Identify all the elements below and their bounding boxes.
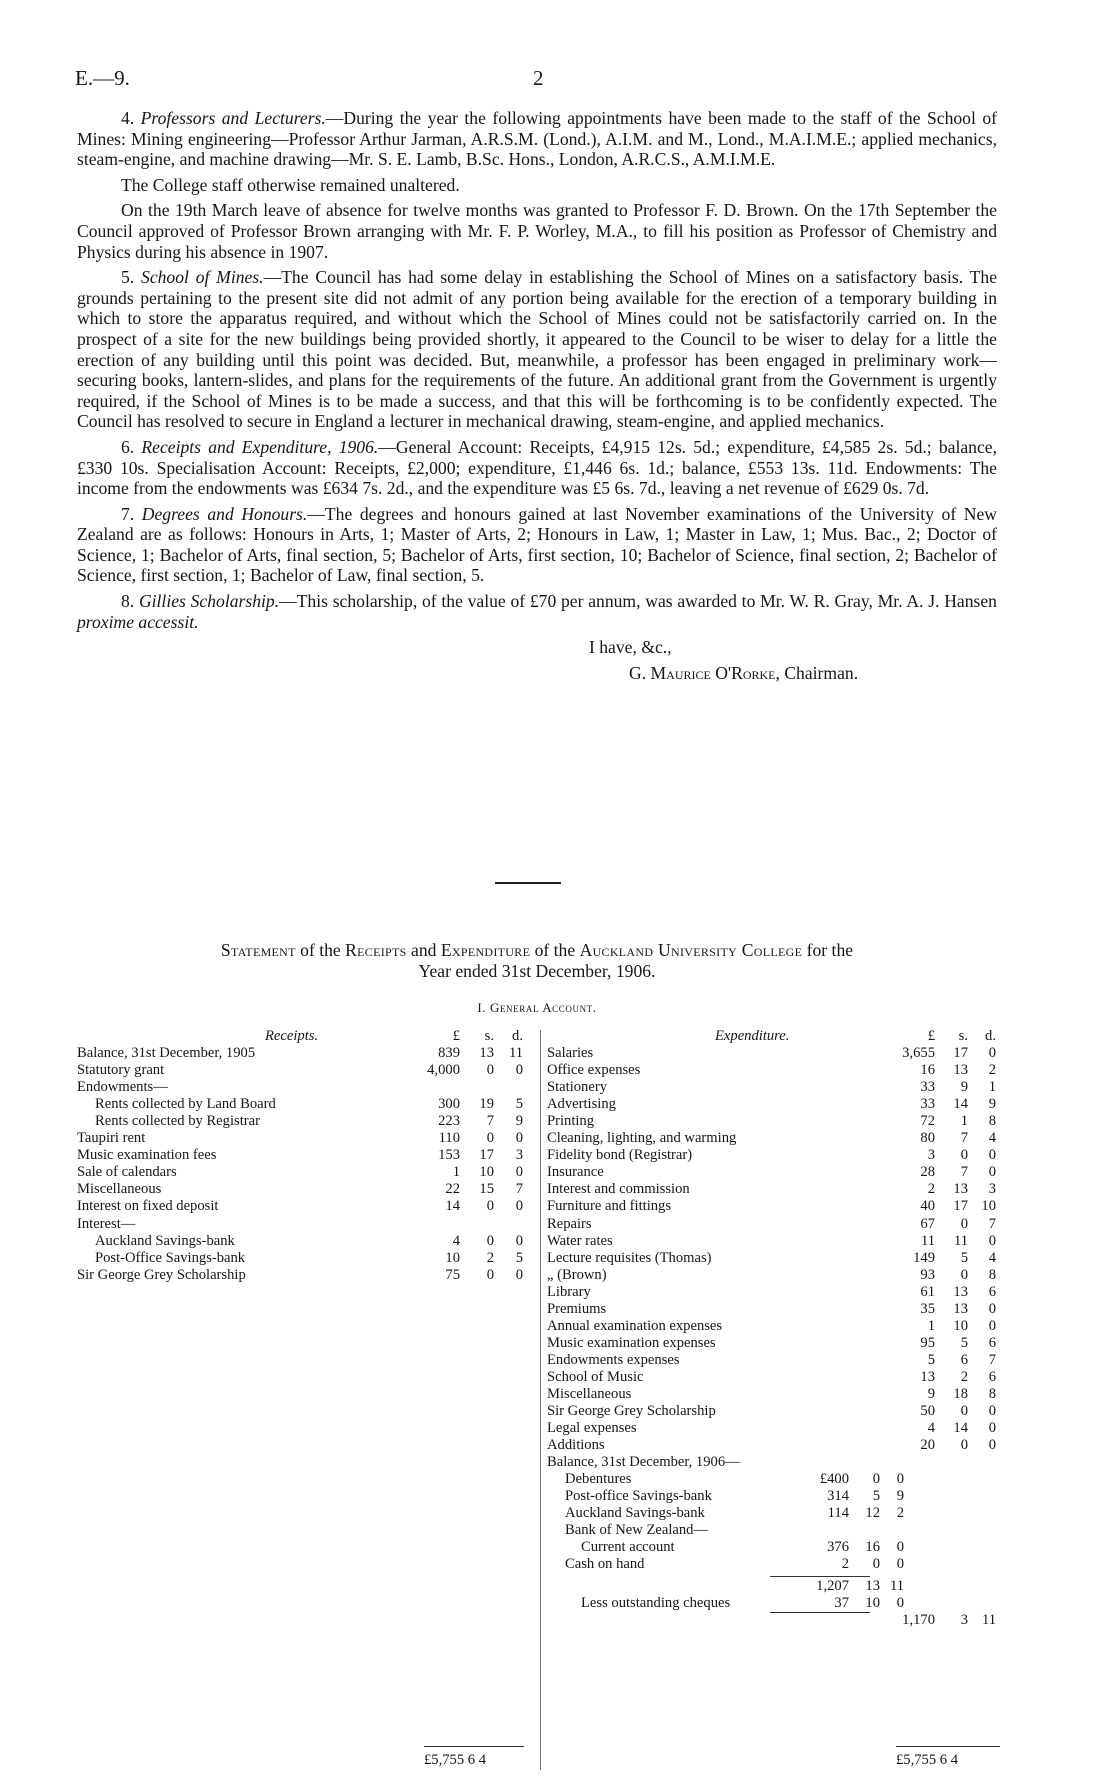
row-label: Printing	[547, 1113, 595, 1130]
amount-d: 9	[896, 1488, 904, 1505]
amount-l: 110	[438, 1130, 460, 1147]
row-label: Music examination expenses	[547, 1334, 716, 1351]
table-row	[77, 1079, 537, 1096]
expenditure-total-rule	[896, 1746, 1000, 1747]
balance-row	[547, 1471, 1002, 1488]
amount-s: 0	[960, 1266, 968, 1283]
amount-d: 0	[988, 1437, 996, 1454]
table-row	[547, 1420, 1002, 1437]
amount-d: 0	[988, 1045, 996, 1062]
amount-d: 4	[988, 1130, 996, 1147]
amount-d: 8	[988, 1385, 996, 1402]
amount-l: 300	[438, 1096, 460, 1113]
amount-s: 0	[872, 1556, 880, 1573]
row-label: „ (Brown)	[547, 1266, 607, 1283]
amount-s: 0	[960, 1215, 968, 1232]
amount-l: 67	[920, 1215, 935, 1232]
amount-l: 4	[927, 1420, 935, 1437]
amount-s: 13	[479, 1045, 494, 1062]
amount-s: 2	[960, 1368, 968, 1385]
table-row	[547, 1403, 1002, 1420]
amount-l: 4	[452, 1232, 460, 1249]
amount-d: 0	[988, 1403, 996, 1420]
net-d: 11	[981, 1611, 996, 1628]
report-reference: E.—9.	[75, 66, 130, 90]
amount-d: 0	[896, 1556, 904, 1573]
net-l: 1,170	[902, 1611, 935, 1628]
paragraph-4-title: Professors and Lecturers.	[140, 108, 326, 128]
amount-l: 1	[927, 1317, 935, 1334]
paragraph-6: 6. Receipts and Expenditure, 1906.—General Account: Receipts, £4,915 12s. 5d.; expenditure, £4,585 2s. 5d.; balance, £330 10s. Specialisation Account: Receipts, £2,000; expenditure, £1,446 6s. 1d.; balance, £553 13s. 11d. Endowments: The income from the endowments was £634 7s. 2d., and the expenditure was £5 6s. 7d., leaving a net revenue of £629 0s. 7d.	[77, 436, 997, 499]
table-row	[547, 1369, 1002, 1386]
paragraph-8-title: Gillies Scholarship.	[138, 591, 280, 612]
amount-d: 3	[988, 1181, 996, 1198]
less-row	[547, 1595, 1002, 1612]
amount-d: 0	[515, 1198, 523, 1215]
amount-d: 7	[515, 1181, 523, 1198]
table-row	[547, 1301, 1002, 1318]
table-row	[77, 1267, 537, 1284]
amount-l: 20	[920, 1437, 935, 1454]
balance-row	[547, 1522, 1002, 1539]
table-row	[547, 1352, 1002, 1369]
amount-s: 9	[960, 1079, 968, 1096]
less-label: Less outstanding cheques	[581, 1594, 731, 1611]
table-row	[77, 1062, 537, 1079]
row-label: Interest—	[77, 1215, 136, 1232]
row-label: Balance, 31st December, 1905	[77, 1045, 256, 1062]
net-s: 3	[960, 1611, 968, 1628]
row-label: Insurance	[547, 1164, 604, 1181]
table-row	[547, 1062, 1002, 1079]
amount-s: 7	[960, 1130, 968, 1147]
balance-heading: Balance, 31st December, 1906—	[547, 1454, 740, 1471]
amount-l: 35	[920, 1300, 935, 1317]
row-label: Bank of New Zealand—	[565, 1522, 709, 1539]
balance-row	[547, 1505, 1002, 1522]
amount-s: 0	[486, 1266, 494, 1283]
table-row	[77, 1250, 537, 1267]
balance-row	[547, 1556, 1002, 1573]
table-row	[77, 1181, 537, 1198]
row-label: Advertising	[547, 1096, 616, 1113]
table-row	[77, 1233, 537, 1250]
amount-d: 3	[515, 1147, 523, 1164]
balance-row	[547, 1488, 1002, 1505]
paragraph-4: 4. Professors and Lecturers.—During the year the following appointments have been made to the staff of the School of Mines: Mining engineering—Professor Arthur Jarman, A.R.S.M. (Lond.), A.I.M. and M., Lond., M.A.I.M.E.; applied mechanics, steam-engine, and machine drawing—Mr. S. E. Lamb, B.Sc. Hons., London, A.R.C.S., A.M.I.M.E.	[77, 108, 997, 170]
page-number: 2	[533, 66, 544, 90]
signature-line: G. Maurice O'Rorke, Chairman.	[629, 662, 859, 683]
amount-l: 5	[927, 1351, 935, 1368]
amount-l: 314	[827, 1488, 849, 1505]
amount-s: 0	[960, 1147, 968, 1164]
row-label: Sale of calendars	[77, 1164, 177, 1181]
amount-l: 13	[920, 1368, 935, 1385]
paragraph-6-title: Receipts and Expenditure, 1906.	[141, 436, 379, 457]
amount-s: 5	[960, 1334, 968, 1351]
paragraph-5-title: School of Mines.	[141, 267, 264, 288]
amount-s: 1	[960, 1113, 968, 1130]
receipts-heading-row: Receipts. £ s. d.	[265, 1028, 523, 1044]
amount-l: 33	[920, 1096, 935, 1113]
row-label: Music examination fees	[77, 1147, 217, 1164]
amount-l: 80	[920, 1130, 935, 1147]
row-label: Annual examination expenses	[547, 1317, 723, 1334]
row-label: Auckland Savings-bank	[95, 1232, 235, 1249]
amount-s: 0	[486, 1062, 494, 1079]
row-label: Legal expenses	[547, 1420, 637, 1437]
amount-d: 8	[988, 1113, 996, 1130]
amount-s: 10	[953, 1317, 968, 1334]
amount-d: 0	[988, 1300, 996, 1317]
table-row	[77, 1147, 537, 1164]
amount-d: 4	[988, 1249, 996, 1266]
amount-d: 0	[515, 1232, 523, 1249]
row-label: Library	[547, 1283, 591, 1300]
table-row	[547, 1130, 1002, 1147]
less-s: 10	[865, 1594, 880, 1611]
row-label: Endowments expenses	[547, 1351, 680, 1368]
row-label: Rents collected by Land Board	[95, 1096, 276, 1113]
amount-s: 5	[960, 1249, 968, 1266]
row-label: Repairs	[547, 1215, 592, 1232]
amount-l: 2	[841, 1556, 849, 1573]
less-d: 0	[896, 1594, 904, 1611]
amount-d: 0	[988, 1420, 996, 1437]
amount-d: 2	[896, 1505, 904, 1522]
amount-d: 10	[981, 1198, 996, 1215]
amount-l: 10	[445, 1249, 460, 1266]
amount-l: 4,000	[427, 1062, 460, 1079]
receipts-total: £5,755 6 4	[424, 1752, 487, 1768]
amount-d: 0	[515, 1266, 523, 1283]
amount-l: 28	[920, 1164, 935, 1181]
amount-l: 61	[920, 1283, 935, 1300]
amount-l: 149	[913, 1249, 935, 1266]
amount-l: 40	[920, 1198, 935, 1215]
subtotal-row	[547, 1578, 1002, 1595]
amount-s: 7	[486, 1113, 494, 1130]
subtotal-d: 11	[889, 1577, 904, 1594]
table-row	[547, 1216, 1002, 1233]
row-label: School of Music	[547, 1368, 644, 1385]
amount-d: 6	[988, 1368, 996, 1385]
amount-d: 0	[988, 1232, 996, 1249]
row-label: Additions	[547, 1437, 605, 1454]
amount-l: 50	[920, 1403, 935, 1420]
subtotal-rule	[770, 1576, 870, 1577]
amount-l: 33	[920, 1079, 935, 1096]
row-label: Rents collected by Registrar	[95, 1113, 260, 1130]
amount-l: 14	[445, 1198, 460, 1215]
amount-s: 2	[486, 1249, 494, 1266]
row-label: Furniture and fittings	[547, 1198, 672, 1215]
table-row	[77, 1096, 537, 1113]
amount-s: 19	[479, 1096, 494, 1113]
amount-d: 9	[515, 1113, 523, 1130]
amount-d: 11	[508, 1045, 523, 1062]
amount-s: 14	[953, 1420, 968, 1437]
amount-s: 0	[486, 1198, 494, 1215]
amount-d: 7	[988, 1215, 996, 1232]
receipts-total-rule	[424, 1746, 524, 1747]
amount-s: 17	[953, 1045, 968, 1062]
table-row	[77, 1045, 537, 1062]
table-row	[547, 1113, 1002, 1130]
amount-s: 12	[865, 1505, 880, 1522]
row-label: Stationery	[547, 1079, 607, 1096]
amount-l: 153	[438, 1147, 460, 1164]
amount-s: 13	[953, 1283, 968, 1300]
amount-l: 22	[445, 1181, 460, 1198]
row-label: Interest and commission	[547, 1181, 690, 1198]
paragraph-4b: The College staff otherwise remained unaltered.	[121, 174, 460, 195]
paragraph-5: 5. School of Mines.—The Council has had some delay in establishing the School of Mines on a satisfactory basis. The grounds pertaining to the present site did not admit of any portion being available for the erection of a temporary building in which to store the apparatus required, and without which the School of Mines could not be satisfactorily carried on. In the prospect of a site for the new buildings being provided shortly, it appeared to the Council to be wiser to delay for a little the erection of any building until this point was decided. But, meanwhile, a professor has been engaged in preliminary work—securing books, lantern-slides, and plans for the requirements of the future. An additional grant from the Government is urgently required, if the School of Mines is to be made a success, and that this will be forthcoming is to be confidently expected. The Council has resolved to secure in England a lecturer in mechanical drawing, steam-engine, and applied mechanics.	[77, 267, 998, 432]
amount-d: 7	[988, 1351, 996, 1368]
amount-d: 6	[988, 1334, 996, 1351]
row-label: Endowments—	[77, 1079, 168, 1096]
amount-l: 223	[438, 1113, 460, 1130]
table-row	[547, 1318, 1002, 1335]
amount-d: 8	[988, 1266, 996, 1283]
amount-s: 15	[479, 1181, 494, 1198]
amount-s: 17	[479, 1147, 494, 1164]
subtotal-s: 13	[865, 1577, 880, 1594]
amount-l: 11	[920, 1232, 935, 1249]
report-body	[77, 108, 997, 688]
amount-l: 1	[452, 1164, 460, 1181]
table-row	[547, 1335, 1002, 1352]
expenditure-column	[547, 1028, 1002, 1629]
amount-l: 95	[920, 1334, 935, 1351]
table-row	[547, 1198, 1002, 1215]
amount-l: 839	[438, 1045, 460, 1062]
row-label: Cash on hand	[565, 1556, 645, 1573]
table-row	[547, 1045, 1002, 1062]
table-row	[547, 1096, 1002, 1113]
row-label: Miscellaneous	[547, 1385, 632, 1402]
row-label: Fidelity bond (Registrar)	[547, 1147, 693, 1164]
amount-s: 0	[486, 1130, 494, 1147]
table-row	[547, 1386, 1002, 1403]
table-row	[547, 1181, 1002, 1198]
row-label: Interest on fixed deposit	[77, 1198, 219, 1215]
amount-l: 114	[827, 1505, 849, 1522]
amount-l: 93	[920, 1266, 935, 1283]
amount-s: 11	[953, 1232, 968, 1249]
amount-l: 16	[920, 1062, 935, 1079]
table-row	[547, 1164, 1002, 1181]
amount-s: 10	[479, 1164, 494, 1181]
expenditure-heading: Expenditure.	[715, 1028, 790, 1044]
amount-d: 0	[988, 1147, 996, 1164]
net-balance-row	[547, 1612, 1002, 1629]
amount-l: 3,655	[902, 1045, 935, 1062]
table-row	[77, 1130, 537, 1147]
row-label: Post-office Savings-bank	[565, 1488, 712, 1505]
table-row	[77, 1164, 537, 1181]
row-label: Sir George Grey Scholarship	[77, 1266, 246, 1283]
amount-d: 6	[988, 1283, 996, 1300]
amount-d: 0	[515, 1164, 523, 1181]
row-label: Salaries	[547, 1045, 594, 1062]
amount-s: 13	[953, 1062, 968, 1079]
page-header	[75, 66, 1035, 92]
section-divider	[495, 882, 561, 884]
amount-d: 0	[515, 1130, 523, 1147]
amount-s: 0	[960, 1403, 968, 1420]
amount-d: 0	[988, 1164, 996, 1181]
statement-title: Statement of the Receipts and Expenditure of the Auckland University College for the Year ended 31st December, 1906.	[220, 940, 854, 981]
row-label: Lecture requisites (Thomas)	[547, 1249, 712, 1266]
amount-s: 0	[486, 1232, 494, 1249]
row-label: Taupiri rent	[77, 1130, 146, 1147]
receipts-column	[77, 1028, 537, 1284]
paragraph-7: 7. Degrees and Honours.—The degrees and honours gained at last November examinations of the University of New Zealand are as follows: Honours in Arts, 1; Master of Arts, 2; Honours in Law, 1; Master in Law, 1; Mus. Bac., 2; Doctor of Science, 1; Bachelor of Arts, final section, 5; Bachelor of Arts, first section, 10; Bachelor of Science, final section, 2; Bachelor of Science, first section, 1; Bachelor of Law, final section, 5.	[77, 503, 998, 586]
table-row	[547, 1284, 1002, 1301]
amount-d: 0	[988, 1317, 996, 1334]
amount-l: 72	[920, 1113, 935, 1130]
amount-s: 0	[872, 1471, 880, 1488]
table-row	[547, 1250, 1002, 1267]
account-section-heading: I. General Account.	[477, 1000, 597, 1015]
amount-s: 5	[872, 1488, 880, 1505]
table-row	[547, 1147, 1002, 1164]
table-row	[77, 1216, 537, 1233]
expenditure-total: £5,755 6 4	[896, 1752, 959, 1768]
amount-s: 18	[953, 1385, 968, 1402]
paragraph-8: 8. Gillies Scholarship.—This scholarship, of the value of £70 per annum, was awarded to Mr. W. R. Gray, Mr. A. J. Hansen proxime accessit.	[77, 591, 997, 632]
table-row	[547, 1267, 1002, 1284]
amount-s: 13	[953, 1181, 968, 1198]
amount-d: 0	[896, 1539, 904, 1556]
amount-s: 13	[953, 1300, 968, 1317]
balance-row	[547, 1539, 1002, 1556]
amount-l: 9	[927, 1385, 935, 1402]
amount-s: 16	[865, 1539, 880, 1556]
row-label: Cleaning, lighting, and warming	[547, 1130, 737, 1147]
amount-d: 5	[515, 1249, 523, 1266]
row-label: Statutory grant	[77, 1062, 165, 1079]
row-label: Office expenses	[547, 1062, 641, 1079]
amount-d: 0	[896, 1471, 904, 1488]
row-label: Miscellaneous	[77, 1181, 162, 1198]
less-l: 37	[834, 1594, 849, 1611]
column-divider	[540, 1030, 541, 1770]
amount-s: 7	[960, 1164, 968, 1181]
amount-d: 0	[515, 1062, 523, 1079]
less-rule	[770, 1612, 870, 1613]
amount-d: 5	[515, 1096, 523, 1113]
table-row	[547, 1233, 1002, 1250]
paragraph-4c: On the 19th March leave of absence for twelve months was granted to Professor F. D. Brown. On the 17th September the Council approved of Professor Brown arranging with Mr. F. P. Worley, M.A., to fill his position as Professor of Chemistry and Physics during his absence in 1907.	[77, 200, 997, 262]
amount-s: 6	[960, 1351, 968, 1368]
amount-l: 2	[927, 1181, 935, 1198]
receipts-heading: Receipts.	[265, 1028, 319, 1044]
amount-d: 2	[988, 1062, 996, 1079]
table-row	[547, 1079, 1002, 1096]
subtotal-l: 1,207	[816, 1577, 849, 1594]
row-label: Premiums	[547, 1300, 607, 1317]
row-label: Post-Office Savings-bank	[95, 1249, 246, 1266]
row-label: Auckland Savings-bank	[565, 1505, 705, 1522]
amount-d: 9	[988, 1096, 996, 1113]
amount-s: 17	[953, 1198, 968, 1215]
amount-l: 3	[927, 1147, 935, 1164]
paragraph-7-title: Degrees and Honours.	[141, 503, 308, 524]
balance-heading-row	[547, 1454, 1002, 1471]
row-label: Current account	[581, 1539, 675, 1556]
row-label: Water rates	[547, 1232, 613, 1249]
amount-l: 376	[827, 1539, 849, 1556]
table-row	[77, 1198, 537, 1215]
amount-d: 1	[988, 1079, 996, 1096]
amount-s: 14	[953, 1096, 968, 1113]
expenditure-heading-row: Expenditure. £ s. d.	[715, 1028, 996, 1044]
row-label: Sir George Grey Scholarship	[547, 1403, 716, 1420]
table-row	[547, 1437, 1002, 1454]
amount-l: £400	[819, 1471, 849, 1488]
table-row	[77, 1113, 537, 1130]
closing-salutation: I have, &c.,	[589, 637, 672, 658]
amount-s: 0	[960, 1437, 968, 1454]
amount-l: 75	[445, 1266, 460, 1283]
row-label: Debentures	[565, 1471, 632, 1488]
